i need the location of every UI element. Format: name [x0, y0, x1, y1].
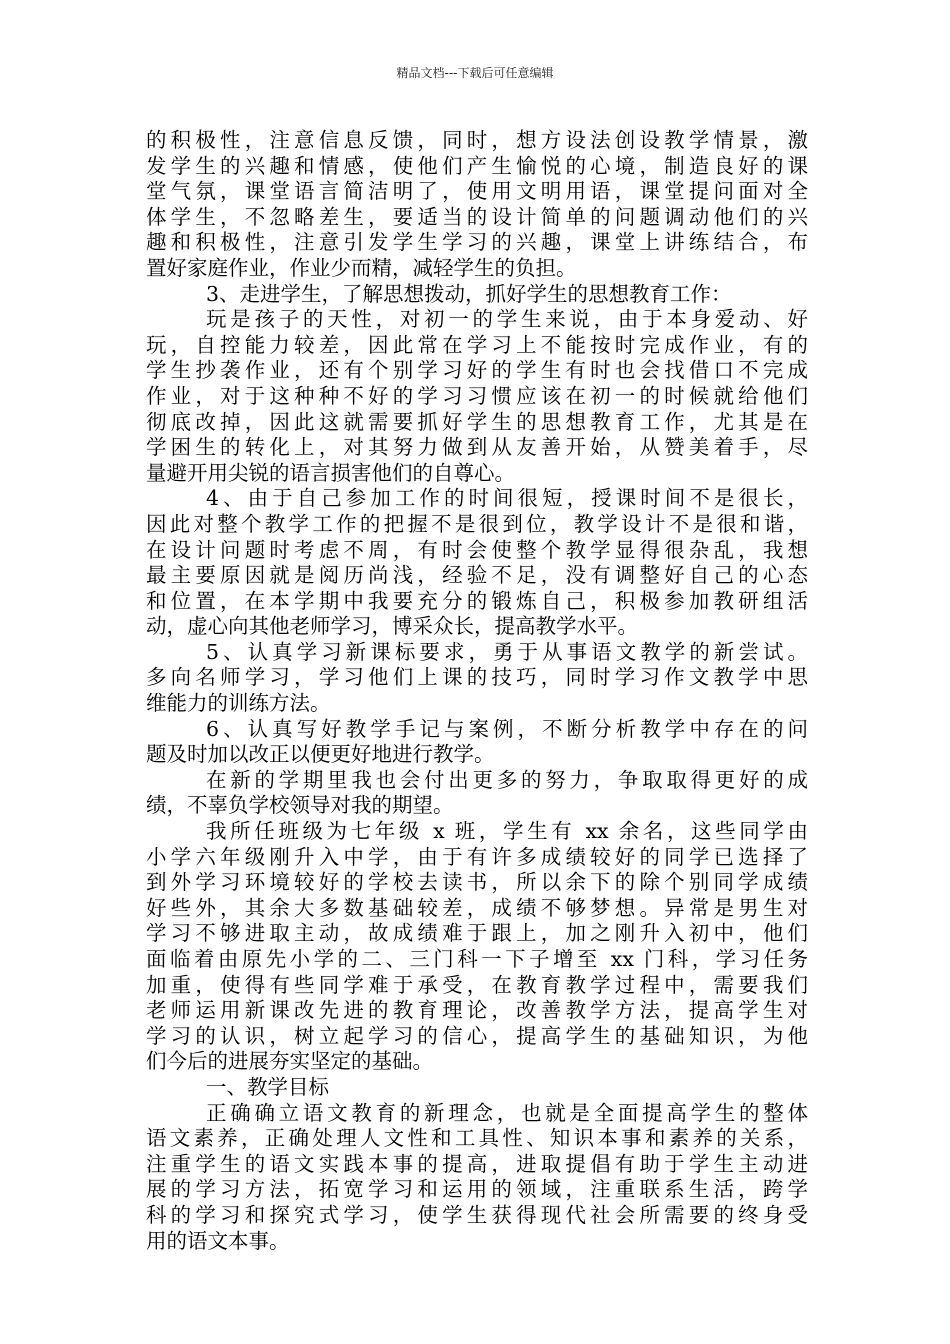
text-line: 用的语文本事。	[146, 1228, 290, 1253]
text-line: 6、认真写好教学手记与案例，不断分析教学中存在的问	[206, 716, 808, 741]
text-line: 5、认真学习新课标要求，勇于从事语文教学的新尝试。	[206, 639, 808, 664]
text-line: 题及时加以改正以便更好地进行教学。	[146, 742, 495, 767]
text-line: 3、走进学生，了解思想拨动，抓好学生的思想教育工作：	[206, 281, 732, 306]
text-line: 量避开用尖锐的语言损害他们的自尊心。	[146, 460, 515, 485]
text-line: 趣和积极性，注意引发学生学习的兴趣，课堂上讲练结合，布	[146, 230, 808, 255]
text-line: 维能力的训练方法。	[146, 691, 331, 716]
text-line: 体学生，不忽略差生，要适当的设计简单的问题调动他们的兴	[146, 204, 808, 229]
text-line: 因此对整个教学工作的把握不是很到位，教学设计不是很和谐，	[146, 511, 808, 536]
document-body	[146, 128, 808, 1254]
text-line: 置好家庭作业，作业少而精，减轻学生的负担。	[146, 255, 577, 280]
text-line: 注重学生的语文实践本事的提高，进取提倡有助于学生主动进	[146, 1151, 808, 1176]
text-line: 玩是孩子的天性，对初一的学生来说，由于本身爱动、好	[206, 307, 808, 332]
text-line: 动，虚心向其他老师学习，博采众长，提高教学水平。	[146, 614, 638, 639]
text-line: 彻底改掉，因此这就需要抓好学生的思想教育工作，尤其是在	[146, 409, 808, 434]
text-line: 在新的学期里我也会付出更多的努力，争取取得更好的成	[206, 767, 808, 792]
text-line: 的积极性，注意信息反馈，同时，想方设法创设教学情景，激	[146, 128, 808, 152]
text-line: 学困生的转化上，对其努力做到从友善开始，从赞美着手，尽	[146, 435, 808, 460]
text-line: 4、由于自己参加工作的时间很短，授课时间不是很长，	[206, 486, 808, 511]
text-line: 展的学习方法，拓宽学习和运用的领域，注重联系生活，跨学	[146, 1177, 808, 1202]
text-line: 一、教学目标	[206, 1074, 329, 1099]
text-line: 面临着由原先小学的二、三门科一下子增至 xx 门科，学习任务	[146, 947, 808, 971]
text-line: 作业，对于这种种不好的学习习惯应该在初一的时候就给他们	[146, 383, 808, 408]
text-line: 学习的认识，树立起学习的信心，提高学生的基础知识，为他	[146, 1023, 808, 1048]
text-line: 多向名师学习，学习他们上课的技巧，同时学习作文教学中思	[146, 665, 808, 690]
text-line: 堂气氛，课堂语言简洁明了，使用文明用语，课堂提问面对全	[146, 179, 808, 204]
text-line: 玩，自控能力较差，因此常在学习上不能按时完成作业，有的	[146, 332, 808, 357]
text-line: 小学六年级刚升入中学，由于有许多成绩较好的同学已选择了	[146, 844, 808, 869]
text-line: 们今后的进展夯实坚定的基础。	[146, 1049, 433, 1074]
text-line: 绩，不辜负学校领导对我的期望。	[146, 793, 454, 818]
text-line: 老师运用新课改先进的教育理论，改善教学方法，提高学生对	[146, 998, 808, 1023]
text-line: 最主要原因就是阅历尚浅，经验不足，没有调整好自己的心态	[146, 563, 808, 588]
text-line: 学生抄袭作业，还有个别学习好的学生有时也会找借口不完成	[146, 358, 808, 383]
page-header: 精品文档---下载后可任意编辑	[396, 66, 554, 80]
text-line: 到外学习环境较好的学校去读书，所以余下的除个别同学成绩	[146, 870, 808, 895]
text-line: 语文素养，正确处理人文性和工具性、知识本事和素养的关系，	[146, 1126, 808, 1151]
text-line: 和位置，在本学期中我要充分的锻炼自己，积极参加教研组活	[146, 588, 808, 613]
text-line: 发学生的兴趣和情感，使他们产生愉悦的心境，制造良好的课	[146, 153, 808, 178]
text-line: 正确确立语文教育的新理念，也就是全面提高学生的整体	[206, 1100, 808, 1125]
text-line: 好些外，其余大多数基础较差，成绩不够梦想。异常是男生对	[146, 895, 808, 920]
text-line: 加重，使得有些同学难于承受，在教育教学过程中，需要我们	[146, 972, 808, 997]
text-line: 学习不够进取主动，故成绩难于跟上，加之刚升入初中，他们	[146, 921, 808, 946]
text-line: 我所任班级为七年级 x 班，学生有 xx 余名，这些同学由	[206, 819, 808, 844]
text-line: 在设计问题时考虑不周，有时会使整个教学显得很杂乱，我想	[146, 537, 808, 562]
text-line: 科的学习和探究式学习，使学生获得现代社会所需要的终身受	[146, 1202, 808, 1227]
